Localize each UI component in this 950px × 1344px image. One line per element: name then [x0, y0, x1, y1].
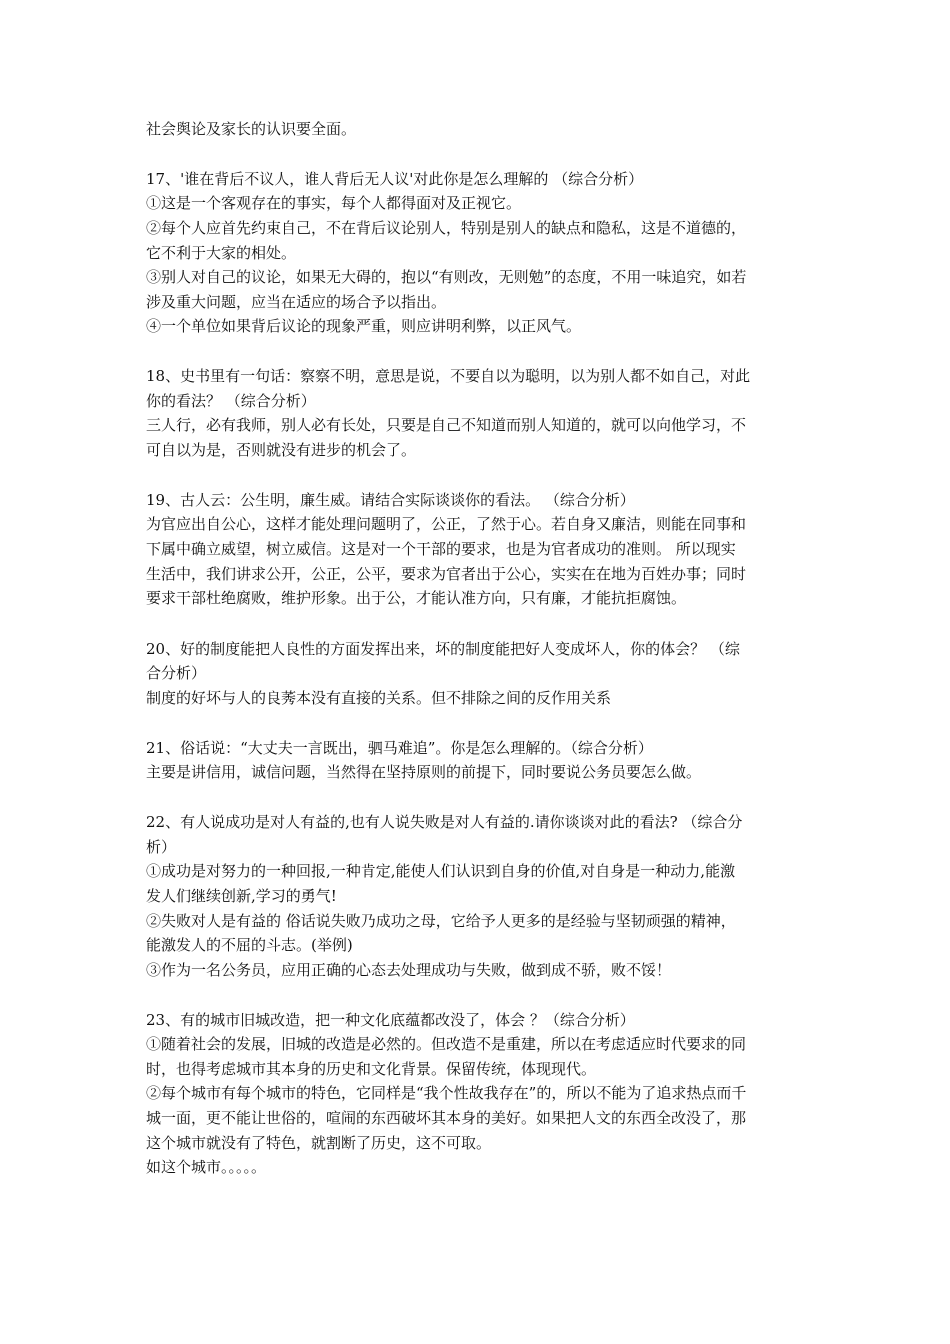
text-line: 生活中，我们讲求公开，公正，公平，要求为官者出于公心，实实在在地为百姓办事；同时	[146, 565, 747, 583]
text-line: 要求干部杜绝腐败，维护形象。出于公，才能认准方向，只有廉，才能抗拒腐蚀。	[146, 589, 687, 607]
text-line: ②每个城市有每个城市的特色，它同样是“我个性故我存在”的，所以不能为了追求热点而千	[146, 1084, 747, 1102]
text-line: 主要是讲信用，诚信问题，当然得在坚持原则的前提下，同时要说公务员要怎么做。	[146, 763, 702, 781]
text-line: 城一面，更不能让世俗的，喧闹的东西破坏其本身的美好。如果把人文的东西全改没了，那	[146, 1109, 747, 1127]
text-line: 这个城市就没有了特色，就割断了历史，这不可取。	[146, 1134, 492, 1152]
text-line: 涉及重大问题，应当在适应的场合予以指出。	[146, 293, 447, 311]
text-line: 下属中确立威望，树立威信。这是对一个干部的要求，也是为官者成功的准则。 所以现实	[146, 540, 736, 558]
text-line: 如这个城市。。。。。	[146, 1158, 267, 1176]
text-line: ③别人对自己的议论，如果无大碍的，抱以“有则改，无则勉”的态度，不用一味追究，如若	[146, 268, 747, 286]
question-23-title: 23、有的城市旧城改造，把一种文化底蕴都改没了，体会 ？（综合分析）	[146, 1011, 635, 1029]
text-line: ①这是一个客观存在的事实，每个人都得面对及正视它。	[146, 194, 522, 212]
text-line: ④一个单位如果背后议论的现象严重，则应讲明利弊，以正风气。	[146, 317, 582, 335]
question-18-title: 18、史书里有一句话：察察不明，意思是说，不要自以为聪明，以为别人都不如自己，对此	[146, 367, 751, 385]
text-line: 三人行，必有我师，别人必有长处，只要是自己不知道而别人知道的，就可以向他学习，不	[146, 416, 747, 434]
question-22-title: 22、有人说成功是对人有益的,也有人说失败是对人有益的.请你谈谈对此的看法? （综合分	[146, 813, 743, 831]
text-line: 析）	[146, 838, 177, 856]
text-line: ①随着社会的发展，旧城的改造是必然的。但改造不是重建，所以在考虑适应时代要求的同	[146, 1035, 747, 1053]
text-line: 可自以为是，否则就没有进步的机会了。	[146, 441, 417, 459]
text-line: 为官应出自公心，这样才能处理问题明了，公正，了然于心。若自身又廉洁，则能在同事和	[146, 515, 747, 533]
text-line: 合分析）	[146, 664, 207, 682]
question-19-title: 19、古人云：公生明，廉生威。请结合实际谈谈你的看法。 （综合分析）	[146, 491, 635, 509]
text-line: 社会舆论及家长的认识要全面。	[146, 120, 357, 138]
text-line: 制度的好坏与人的良莠本没有直接的关系。但不排除之间的反作用关系	[146, 689, 612, 707]
question-20-title: 20、好的制度能把人良性的方面发挥出来，坏的制度能把好人变成坏人，你的体会？ （综	[146, 640, 740, 658]
question-21-title: 21、俗话说：“大丈夫一言既出，驷马难追”。你是怎么理解的。（综合分析）	[146, 739, 653, 757]
text-line: 它不利于大家的相处。	[146, 244, 297, 262]
question-17-title: 17、'谁在背后不议人，谁人背后无人议'对此你是怎么理解的 （综合分析）	[146, 170, 644, 188]
text-line: 能激发人的不屈的斗志。(举例)	[146, 936, 353, 954]
text-line: 发人们继续创新,学习的勇气!	[146, 887, 337, 905]
text-line: ①成功是对努力的一种回报,一种肯定,能使人们认识到自身的价值,对自身是一种动力,能激	[146, 862, 736, 880]
text-line: 你的看法？ （综合分析）	[146, 392, 316, 410]
text-line: ②失败对人是有益的 俗话说失败乃成功之母，它给予人更多的是经验与坚韧顽强的精神，	[146, 912, 736, 930]
text-line: ②每个人应首先约束自己，不在背后议论别人，特别是别人的缺点和隐私，这是不道德的，	[146, 219, 747, 237]
text-line: 时，也得考虑城市其本身的历史和文化背景。保留传统，体现现代。	[146, 1060, 597, 1078]
text-line: ③作为一名公务员，应用正确的心态去处理成功与失败，做到成不骄，败不馁！	[146, 961, 672, 979]
